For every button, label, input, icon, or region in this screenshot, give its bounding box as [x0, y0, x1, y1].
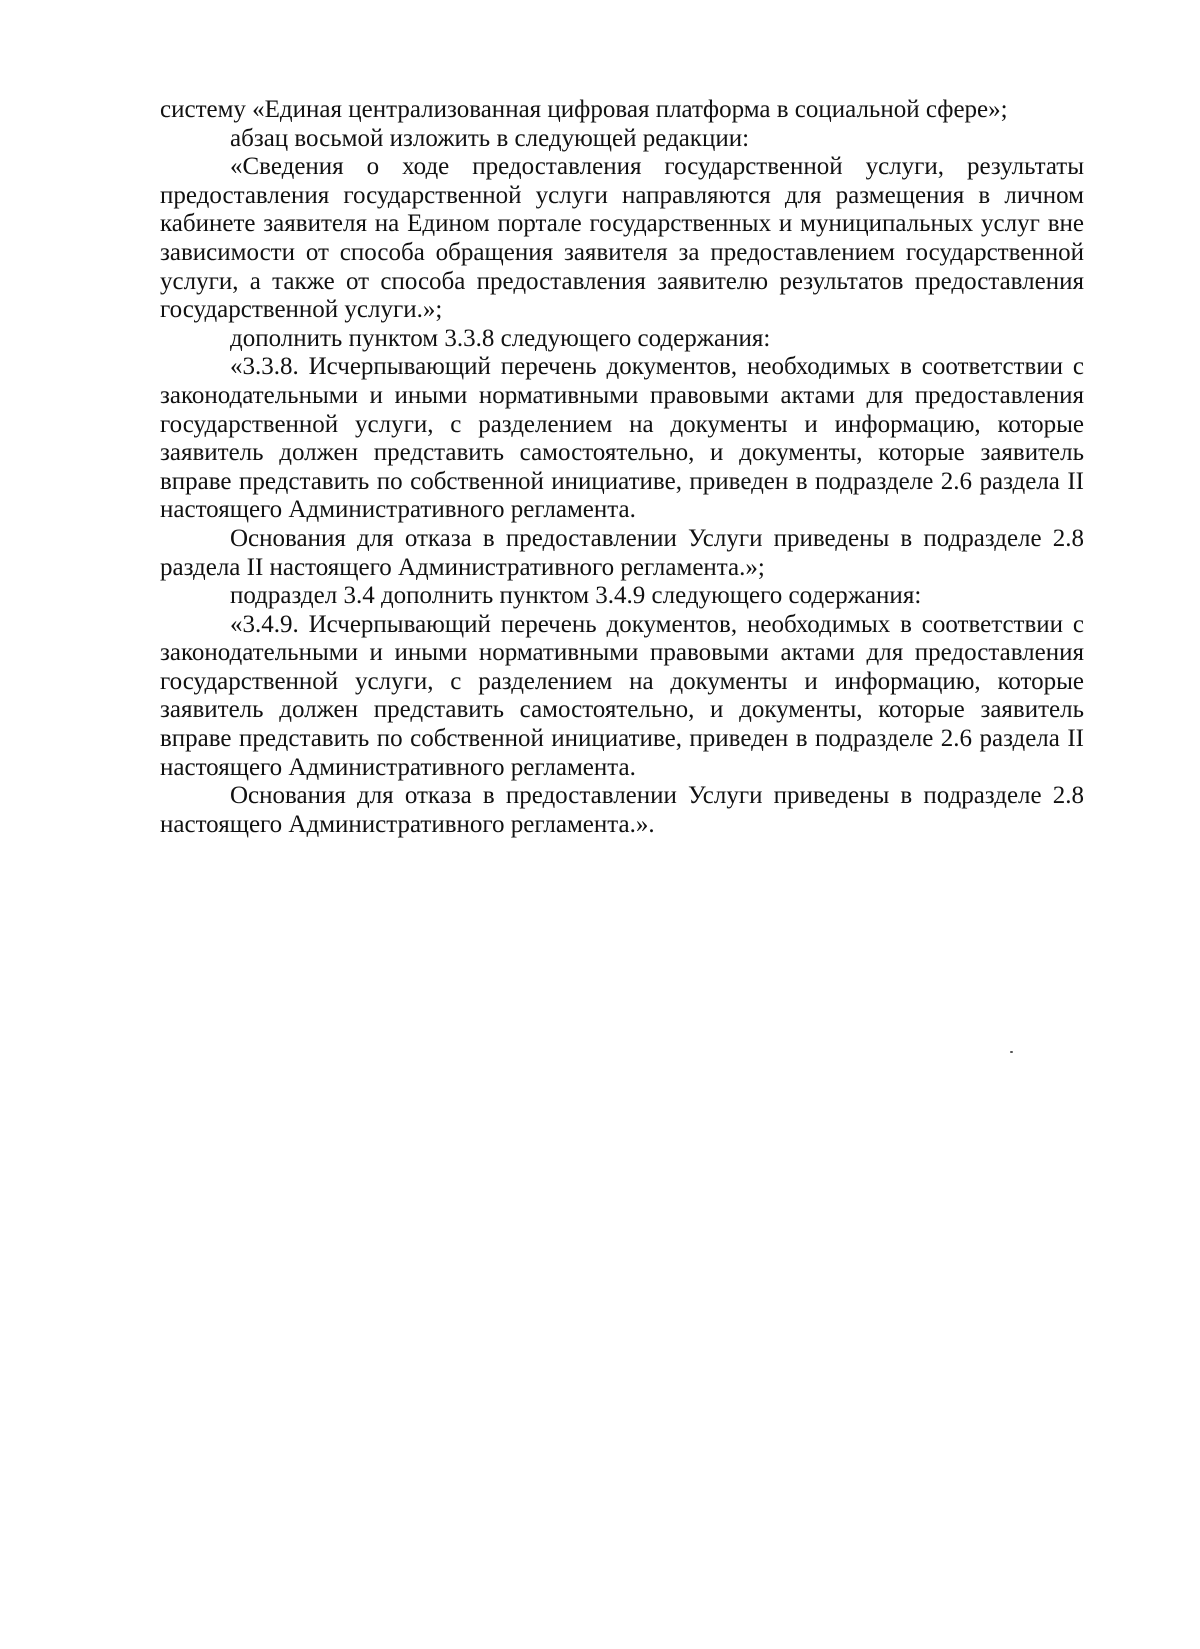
- paragraph-add-3-4-9: подраздел 3.4 дополнить пунктом 3.4.9 следующего содержания:: [230, 582, 922, 610]
- scan-speck: [1010, 1051, 1013, 1053]
- document-body: [160, 96, 1084, 839]
- paragraph-item-3-3-8: «3.3.8. Исчерпывающий перечень документов, необходимых в соответствии с законодательными и иными нормативными правовыми актами для предоставления государственной услуги, с разделением на документы и информацию, которые заявитель должен представить самостоятельно, и документы, которые заявитель вправе представить по собственной инициативе, приведен в подразделе 2.6 раздела II настоящего Административного регламента.: [160, 353, 1084, 524]
- paragraph-item-3-4-9: «3.4.9. Исчерпывающий перечень документов, необходимых в соответствии с законодательными и иными нормативными правовыми актами для предоставления государственной услуги, с разделением на документы и информацию, которые заявитель должен представить самостоятельно, и документы, которые заявитель вправе представить по собственной инициативе, приведен в подразделе 2.6 раздела II настоящего Административного регламента.: [160, 610, 1084, 781]
- paragraph-refusal-grounds-1: Основания для отказа в предоставлении Услуги приведены в подразделе 2.8 раздела II настоящего Административного регламента.»;: [160, 524, 1084, 581]
- paragraph-continuation: систему «Единая централизованная цифровая платформа в социальной сфере»;: [160, 96, 1008, 123]
- paragraph-add-3-3-8: дополнить пунктом 3.3.8 следующего содержания:: [230, 324, 771, 352]
- paragraph-refusal-grounds-2: Основания для отказа в предоставлении Услуги приведены в подразделе 2.8 настоящего Административного регламента.».: [160, 782, 1084, 838]
- paragraph-quoted-svedeniya: «Сведения о ходе предоставления государственной услуги, результаты предоставления государственной услуги направляются для размещения в личном кабинете заявителя на Едином портале государственных и муниципальных услуг вне зависимости от способа обращения заявителя за предоставлением государственной услуги, а также от способа предоставления заявителю результатов предоставления государственной услуги.»;: [160, 153, 1084, 324]
- paragraph-amend-abzac-8: абзац восьмой изложить в следующей редакции:: [230, 124, 750, 152]
